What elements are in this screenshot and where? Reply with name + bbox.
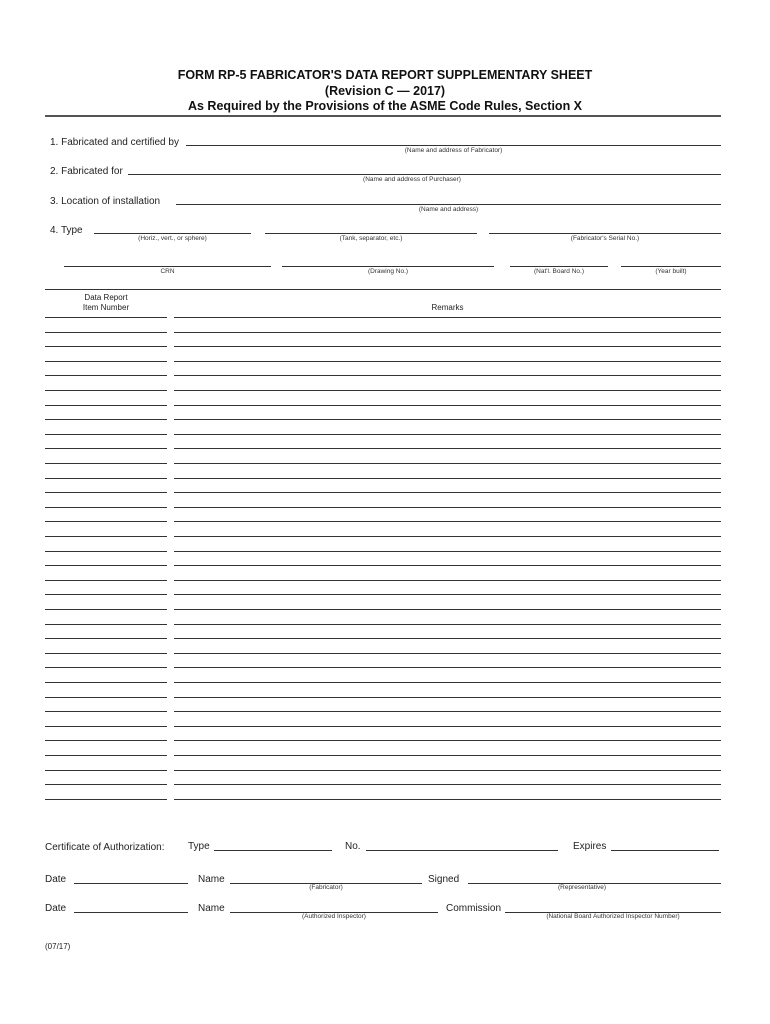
certificate-label: Certificate of Authorization: bbox=[45, 842, 165, 853]
location-label: 3. Location of installation bbox=[50, 196, 161, 207]
remarks-cell[interactable] bbox=[174, 609, 721, 610]
remarks-cell[interactable] bbox=[174, 317, 721, 318]
serial-number-field[interactable] bbox=[489, 233, 721, 234]
remarks-cell[interactable] bbox=[174, 799, 721, 800]
date2-field[interactable] bbox=[74, 912, 188, 913]
fabricated-by-field[interactable] bbox=[186, 145, 721, 146]
remarks-cell[interactable] bbox=[174, 682, 721, 683]
remarks-cell[interactable] bbox=[174, 375, 721, 376]
year-built-caption: (Year built) bbox=[655, 268, 687, 275]
remarks-cell[interactable] bbox=[174, 740, 721, 741]
item-number-cell[interactable] bbox=[45, 419, 167, 420]
remarks-cell[interactable] bbox=[174, 492, 721, 493]
remarks-cell[interactable] bbox=[174, 755, 721, 756]
item-number-cell[interactable] bbox=[45, 799, 167, 800]
item-number-cell[interactable] bbox=[45, 434, 167, 435]
item-number-cell[interactable] bbox=[45, 390, 167, 391]
name2-label: Name bbox=[198, 903, 225, 914]
board-number-field[interactable] bbox=[510, 266, 608, 267]
date2-label: Date bbox=[45, 903, 67, 914]
board-number-caption: (Nat'l. Board No.) bbox=[533, 268, 584, 275]
remarks-cell[interactable] bbox=[174, 624, 721, 625]
cert-no-field[interactable] bbox=[366, 850, 558, 851]
drawing-number-caption: (Drawing No.) bbox=[367, 268, 409, 275]
item-number-cell[interactable] bbox=[45, 492, 167, 493]
remarks-cell[interactable] bbox=[174, 332, 721, 333]
item-number-cell[interactable] bbox=[45, 638, 167, 639]
vessel-kind-caption: (Tank, separator, etc.) bbox=[339, 235, 403, 242]
fabricated-for-caption: (Name and address of Purchaser) bbox=[363, 176, 461, 183]
item-number-cell[interactable] bbox=[45, 697, 167, 698]
item-number-cell[interactable] bbox=[45, 726, 167, 727]
item-number-cell[interactable] bbox=[45, 346, 167, 347]
remarks-cell[interactable] bbox=[174, 390, 721, 391]
item-number-cell[interactable] bbox=[45, 770, 167, 771]
remarks-cell[interactable] bbox=[174, 711, 721, 712]
item-number-cell[interactable] bbox=[45, 594, 167, 595]
cert-type-field[interactable] bbox=[214, 850, 332, 851]
vessel-kind-field[interactable] bbox=[265, 233, 477, 234]
item-number-cell[interactable] bbox=[45, 448, 167, 449]
cert-type-label: Type bbox=[188, 841, 210, 852]
location-caption: (Name and address) bbox=[418, 206, 479, 213]
remarks-cell[interactable] bbox=[174, 521, 721, 522]
remarks-cell[interactable] bbox=[174, 653, 721, 654]
item-number-cell[interactable] bbox=[45, 405, 167, 406]
item-number-cell[interactable] bbox=[45, 784, 167, 785]
item-number-cell[interactable] bbox=[45, 463, 167, 464]
form-revision: (Revision C — 2017) bbox=[324, 84, 446, 98]
name1-caption: (Fabricator) bbox=[309, 884, 343, 891]
cert-expires-label: Expires bbox=[573, 841, 607, 852]
remarks-cell[interactable] bbox=[174, 448, 721, 449]
remarks-header: Remarks bbox=[431, 303, 464, 312]
drawing-number-field[interactable] bbox=[282, 266, 494, 267]
remarks-cell[interactable] bbox=[174, 697, 721, 698]
item-number-cell[interactable] bbox=[45, 609, 167, 610]
type-label: 4. Type bbox=[50, 225, 83, 236]
vessel-shape-caption: (Horiz., vert., or sphere) bbox=[138, 235, 207, 242]
remarks-cell[interactable] bbox=[174, 667, 721, 668]
item-number-cell[interactable] bbox=[45, 317, 167, 318]
item-number-cell[interactable] bbox=[45, 667, 167, 668]
remarks-cell[interactable] bbox=[174, 536, 721, 537]
signed-caption: (Representative) bbox=[557, 884, 607, 891]
name2-caption: (Authorized Inspector) bbox=[302, 913, 366, 920]
item-number-cell[interactable] bbox=[45, 740, 167, 741]
remarks-cell[interactable] bbox=[174, 726, 721, 727]
item-number-cell[interactable] bbox=[45, 478, 167, 479]
vessel-shape-field[interactable] bbox=[94, 233, 251, 234]
crn-field[interactable] bbox=[64, 266, 271, 267]
form-title: FORM RP-5 FABRICATOR'S DATA REPORT SUPPLEMENTARY SHEET bbox=[177, 68, 593, 82]
name1-label: Name bbox=[198, 874, 225, 885]
remarks-cell[interactable] bbox=[174, 419, 721, 420]
remarks-cell[interactable] bbox=[174, 463, 721, 464]
table-top-rule bbox=[45, 289, 721, 290]
item-number-cell[interactable] bbox=[45, 580, 167, 581]
serial-number-caption: (Fabricator's Serial No.) bbox=[570, 235, 640, 242]
fabricated-for-field[interactable] bbox=[128, 174, 721, 175]
item-number-cell[interactable] bbox=[45, 551, 167, 552]
remarks-cell[interactable] bbox=[174, 434, 721, 435]
remarks-cell[interactable] bbox=[174, 784, 721, 785]
fabricated-by-caption: (Name and address of Fabricator) bbox=[404, 147, 503, 154]
item-number-cell[interactable] bbox=[45, 711, 167, 712]
item-number-cell[interactable] bbox=[45, 536, 167, 537]
item-number-cell[interactable] bbox=[45, 521, 167, 522]
location-field[interactable] bbox=[176, 204, 721, 205]
crn-caption: CRN bbox=[160, 268, 175, 275]
remarks-cell[interactable] bbox=[174, 638, 721, 639]
commission-label: Commission bbox=[446, 903, 502, 914]
date1-field[interactable] bbox=[74, 883, 188, 884]
item-number-cell[interactable] bbox=[45, 375, 167, 376]
date1-label: Date bbox=[45, 874, 67, 885]
remarks-cell[interactable] bbox=[174, 594, 721, 595]
item-number-cell[interactable] bbox=[45, 565, 167, 566]
commission-caption: (National Board Authorized Inspector Number) bbox=[546, 913, 680, 920]
item-number-cell[interactable] bbox=[45, 755, 167, 756]
form-date-code: (07/17) bbox=[45, 942, 71, 951]
cert-expires-field[interactable] bbox=[611, 850, 719, 851]
item-number-cell[interactable] bbox=[45, 653, 167, 654]
year-built-field[interactable] bbox=[621, 266, 721, 267]
remarks-cell[interactable] bbox=[174, 551, 721, 552]
remarks-cell[interactable] bbox=[174, 565, 721, 566]
item-number-cell[interactable] bbox=[45, 624, 167, 625]
form-subtitle: As Required by the Provisions of the ASME Code Rules, Section X bbox=[187, 99, 583, 113]
item-number-cell[interactable] bbox=[45, 682, 167, 683]
remarks-cell[interactable] bbox=[174, 507, 721, 508]
remarks-cell[interactable] bbox=[174, 580, 721, 581]
fabricated-by-label: 1. Fabricated and certified by bbox=[50, 137, 179, 148]
title-rule bbox=[45, 115, 721, 117]
cert-no-label: No. bbox=[345, 841, 361, 852]
remarks-cell[interactable] bbox=[174, 405, 721, 406]
remarks-cell[interactable] bbox=[174, 361, 721, 362]
fabricated-for-label: 2. Fabricated for bbox=[50, 166, 123, 177]
item-number-cell[interactable] bbox=[45, 507, 167, 508]
remarks-cell[interactable] bbox=[174, 770, 721, 771]
remarks-cell[interactable] bbox=[174, 478, 721, 479]
item-number-cell[interactable] bbox=[45, 332, 167, 333]
remarks-cell[interactable] bbox=[174, 346, 721, 347]
item-number-cell[interactable] bbox=[45, 361, 167, 362]
signed-label: Signed bbox=[428, 874, 460, 885]
item-number-header: Data Report Item Number bbox=[82, 293, 130, 312]
